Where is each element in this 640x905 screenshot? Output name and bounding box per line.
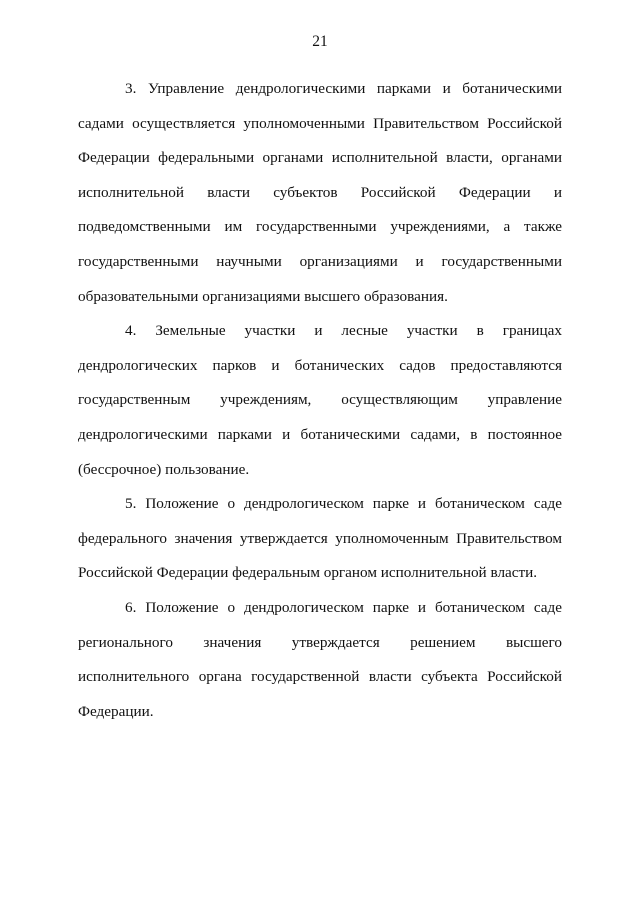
paragraph-3: 3. Управление дендрологическими парками и ботаническими садами осуществляется уполномоченными Правительством Российской Федерации федеральными органами исполнительной власти, органами исполнительной власти субъектов Российской Федерации и подведомственными им государственными учреждениями, а также государственными научными организациями и государственными образовательными организациями высшего образования.: [78, 80, 562, 305]
paragraph-4: 4. Земельные участки и лесные участки в границах дендрологических парков и ботанических садов предоставляются государственным учреждениям, осуществляющим управление дендрологическими парками и ботаническими садами, в постоянное (бессрочное) пользование.: [78, 322, 562, 478]
page-number: 21: [312, 33, 328, 50]
document-body: [78, 72, 562, 729]
paragraph-5: 5. Положение о дендрологическом парке и ботаническом саде федерального значения утверждается уполномоченным Правительством Российской Федерации федеральным органом исполнительной власти.: [78, 495, 562, 582]
paragraph-6: 6. Положение о дендрологическом парке и ботаническом саде регионального значения утверждается решением высшего исполнительного органа государственной власти субъекта Российской Федерации.: [78, 598, 562, 720]
